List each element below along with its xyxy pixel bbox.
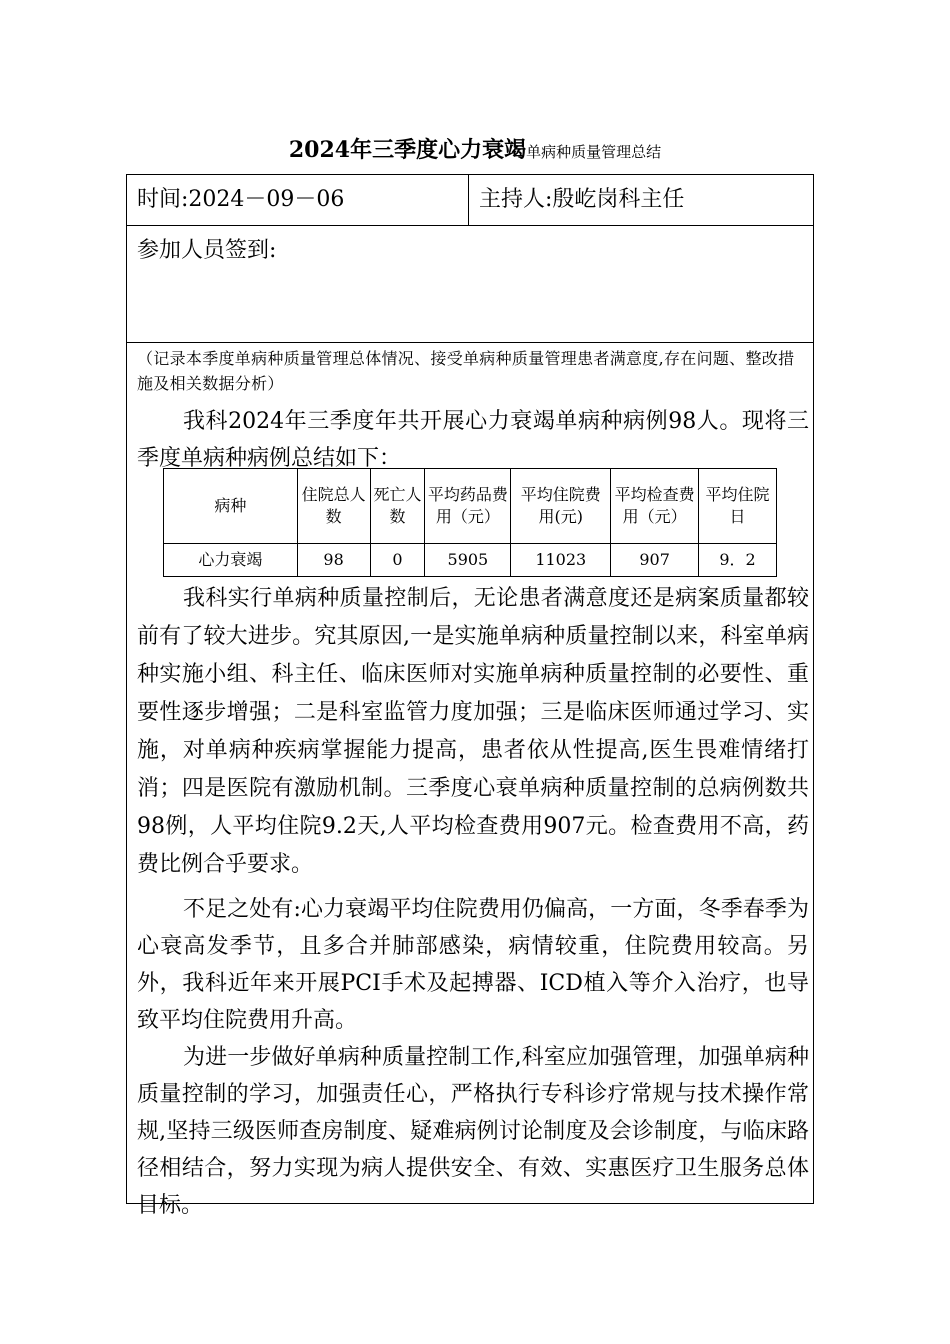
header-cell: 平均药品费用（元） xyxy=(425,469,511,544)
header-cell: 平均检查费用（元） xyxy=(611,469,699,544)
meeting-host: 主持人:殷屹岗科主任 xyxy=(479,187,685,212)
time-cell xyxy=(127,175,469,225)
instruction-note: （记录本季度单病种质量管理总体情况、接受单病种质量管理患者满意度,存在问题、整改措施及相关数据分析） xyxy=(137,349,795,393)
header-cell: 平均住院日 xyxy=(699,469,777,544)
header-cell: 死亡人数 xyxy=(370,469,425,544)
attendees-row xyxy=(127,226,813,343)
attendees-label: 参加人员签到: xyxy=(137,238,277,263)
table-cell: 98 xyxy=(297,544,370,577)
table-cell: 0 xyxy=(370,544,425,577)
document-title xyxy=(0,136,950,166)
meeting-time: 时间:2024－09－06 xyxy=(137,187,345,212)
table-cell: 11023 xyxy=(511,544,611,577)
table-cell: 907 xyxy=(611,544,699,577)
intro-paragraph: 我科2024年三季度年共开展心力衰竭单病种病例98人。现将三季度单病种病例总结如下： xyxy=(137,409,809,471)
header-cell: 住院总人数 xyxy=(297,469,370,544)
statistics-table xyxy=(163,468,777,577)
table-cell: 心力衰竭 xyxy=(164,544,298,577)
header-cell: 病种 xyxy=(164,469,298,544)
title-sub: 单病种质量管理总结 xyxy=(526,143,662,161)
shortcomings-paragraph: 不足之处有:心力衰竭平均住院费用仍偏高，一方面，冬季春季为心衰高发季节，且多合并肺部感染，病情较重，住院费用较高。另外，我科近年来开展PCI手术及起搏器、ICD植入等介入治疗，也导致平均住院费用升高。 xyxy=(137,897,809,1033)
meeting-info-row xyxy=(127,175,813,226)
header-cell: 平均住院费用(元) xyxy=(511,469,611,544)
table-cell: 9．2 xyxy=(699,544,777,577)
improvement-paragraph: 为进一步做好单病种质量控制工作,科室应加强管理，加强单病种质量控制的学习，加强责任心，严格执行专科诊疗常规与技术操作常规,坚持三级医师查房制度、疑难病例讨论制度及会诊制度，与临床路径相结合，努力实现为病人提供安全、有效、实惠医疗卫生服务总体目标。 xyxy=(137,1045,809,1218)
progress-paragraph: 我科实行单病种质量控制后，无论患者满意度还是病案质量都较前有了较大进步。究其原因,一是实施单病种质量控制以来，科室单病种实施小组、科主任、临床医师对实施单病种质量控制的必要性、重要性逐步增强；二是科室监管力度加强；三是临床医师通过学习、实施，对单病种疾病掌握能力提高，患者依从性提高,医生畏难情绪打消；四是医院有激励机制。三季度心衰单病种质量控制的总病例数共98例，人平均住院9.2天,人平均检查费用907元。检查费用不高，药费比例合乎要求。 xyxy=(137,586,809,877)
table-cell: 5905 xyxy=(425,544,511,577)
title-main: 2024年三季度心力衰竭 xyxy=(288,137,527,163)
table-row xyxy=(164,544,777,577)
report-form xyxy=(126,174,814,1218)
table-header-row xyxy=(164,469,777,544)
